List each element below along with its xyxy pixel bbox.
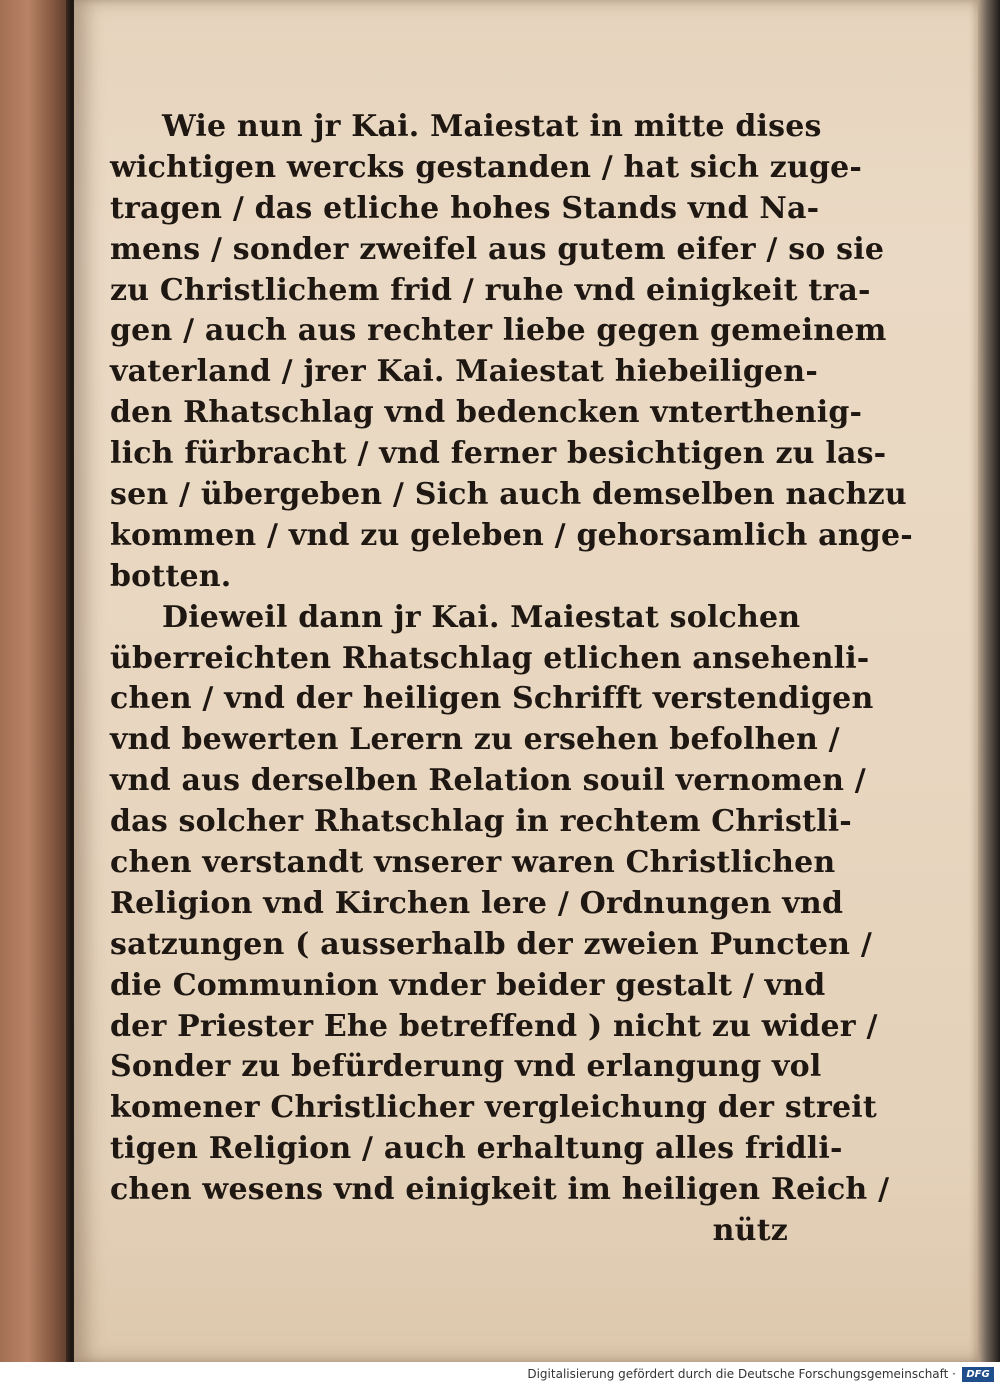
text-line: chen verstandt vnserer waren Christlichen — [110, 845, 836, 881]
text-line: überreichten Rhatschlag etlichen ansehenli- — [110, 640, 870, 676]
text-line: kommen / vnd zu geleben / gehorsamlich ange- — [110, 517, 913, 553]
text-line: Sonder zu befürderung vnd erlangung vol — [110, 1049, 822, 1085]
text-line: sen / übergeben / Sich auch demselben nachzu — [110, 477, 907, 513]
text-line: die Communion vnder beider gestalt / vnd — [110, 967, 826, 1003]
catchword: nütz — [712, 1213, 788, 1249]
text-line: komener Christlicher vergleichung der streit — [110, 1090, 877, 1126]
dfg-logo-icon: DFG — [962, 1367, 994, 1382]
text-line: Dieweil dann jr Kai. Maiestat solchen — [162, 599, 801, 635]
text-line: tragen / das etliche hohes Stands vnd Na- — [110, 190, 820, 226]
footer-bar — [0, 1362, 1000, 1388]
text-line: mens / sonder zweifel aus gutem eifer / so sie — [110, 231, 885, 267]
text-line: vaterland / jrer Kai. Maiestat hiebeiligen- — [110, 354, 818, 390]
previous-page-edge — [0, 0, 70, 1362]
text-line: satzungen ( ausserhalb der zweien Puncten / — [110, 926, 872, 962]
text-line: Wie nun jr Kai. Maiestat in mitte dises — [162, 109, 822, 144]
text-line: den Rhatschlag vnd bedencken vnterthenig- — [110, 395, 863, 431]
text-line: botten. — [110, 558, 232, 594]
text-line: das solcher Rhatschlag in rechtem Christli- — [110, 804, 852, 840]
page-right-edge — [978, 0, 1000, 1362]
text-line: vnd aus derselben Relation souil vernomen / — [110, 763, 866, 799]
page-text — [110, 107, 913, 1252]
text-line: chen wesens vnd einigkeit im heiligen Reich / — [110, 1172, 890, 1208]
text-line: wichtigen wercks gestanden / hat sich zuge- — [110, 149, 863, 185]
text-line: gen / auch aus rechter liebe gegen gemeinem — [110, 313, 887, 349]
text-line: der Priester Ehe betreffend ) nicht zu wider / — [110, 1008, 878, 1044]
funding-note: Digitalisierung gefördert durch die Deutsche Forschungsgemeinschaft · — [527, 1367, 956, 1381]
text-line: zu Christlichem frid / ruhe vnd einigkeit tra- — [110, 272, 871, 308]
text-line: tigen Religion / auch erhaltung alles fridli- — [110, 1131, 843, 1167]
text-line: vnd bewerten Lerern zu ersehen befolhen / — [110, 722, 840, 758]
text-line: Religion vnd Kirchen lere / Ordnungen vnd — [110, 885, 844, 921]
text-line: chen / vnd der heiligen Schrifft verstendigen — [110, 681, 874, 717]
text-line: lich fürbracht / vnd ferner besichtigen zu las- — [110, 436, 887, 472]
